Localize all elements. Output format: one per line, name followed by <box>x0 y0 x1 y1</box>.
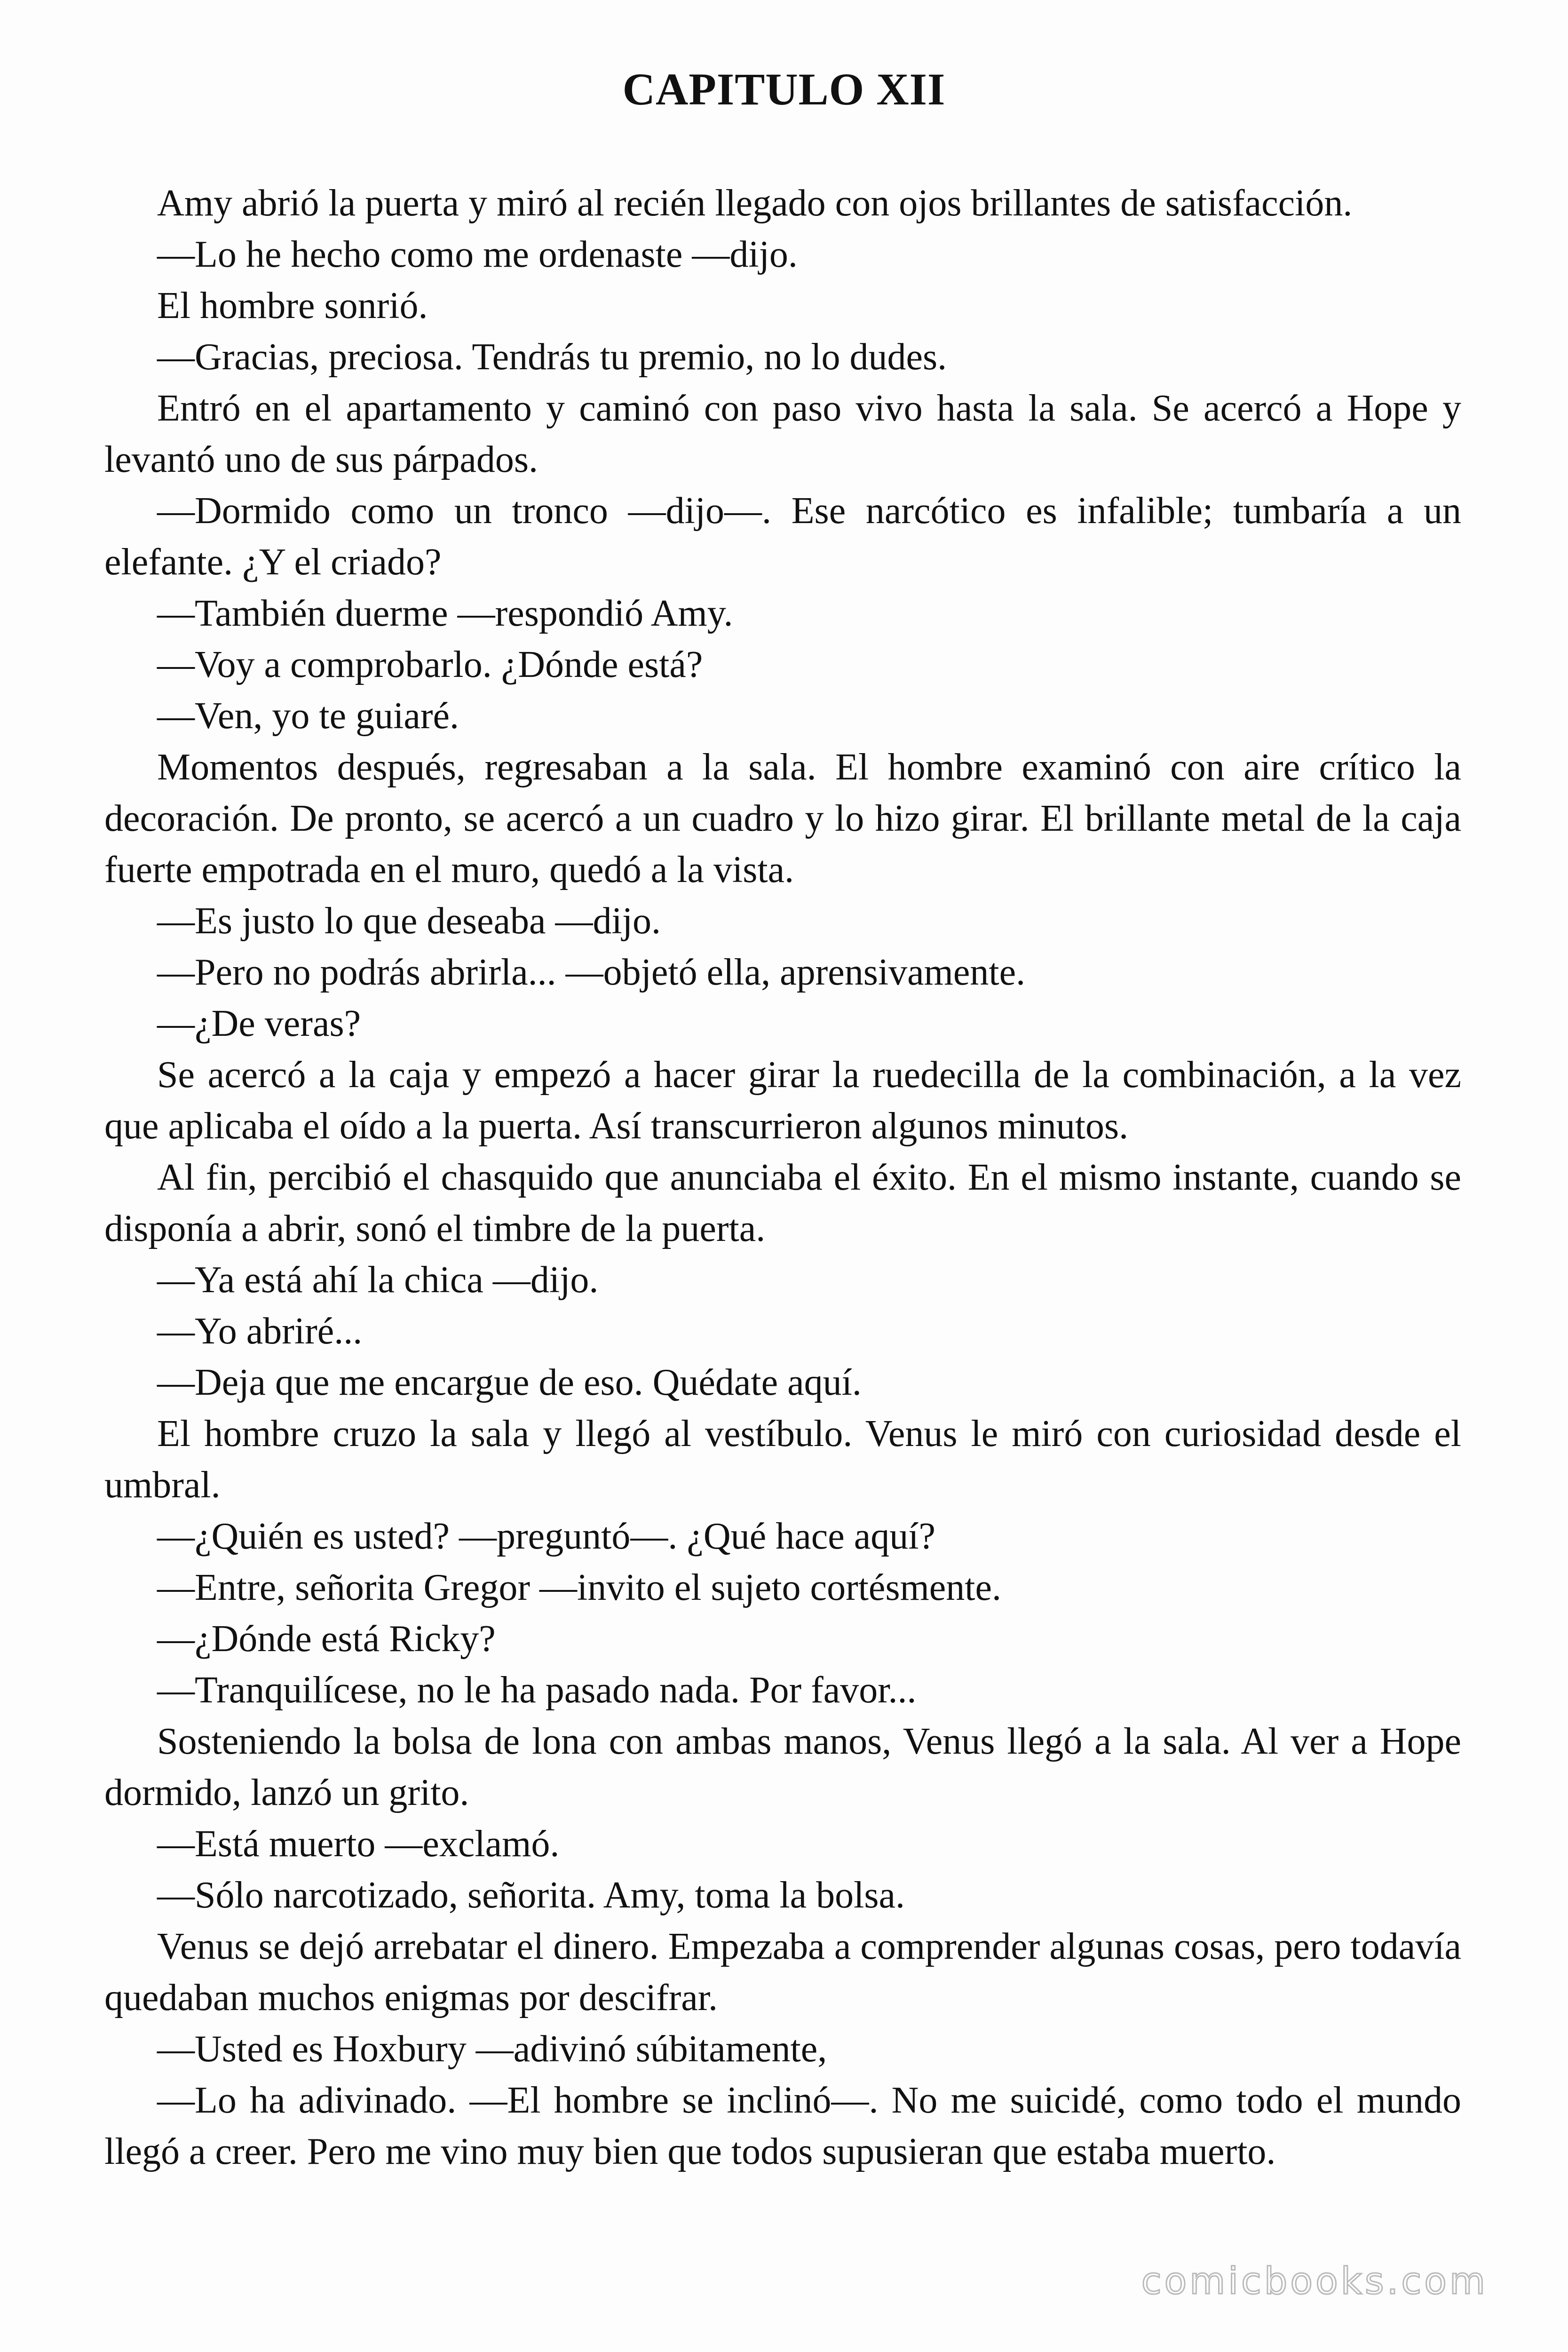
site-watermark: comicbooks.com <box>1141 2260 1488 2303</box>
chapter-title: CAPITULO XII <box>622 64 946 114</box>
paragraph: —Es justo lo que deseaba —dijo. <box>157 900 661 942</box>
paragraph: —Ven, yo te guiaré. <box>157 695 459 737</box>
paragraph: —¿De veras? <box>157 1003 361 1044</box>
paragraph: —También duerme —respondió Amy. <box>157 593 733 634</box>
paragraph: Venus se dejó arrebatar el dinero. Empezaba a comprender algunas cosas, pero todavía quedaban muchos enigmas por descifrar. <box>104 1926 1461 2018</box>
paragraph: —Está muerto —exclamó. <box>157 1823 560 1865</box>
paragraph: —¿Dónde está Ricky? <box>157 1618 496 1660</box>
paragraph: Al fin, percibió el chasquido que anunciaba el éxito. En el mismo instante, cuando se disponía a abrir, sonó el timbre de la puerta. <box>104 1157 1461 1249</box>
paragraph: —Deja que me encargue de eso. Quédate aquí. <box>157 1362 862 1403</box>
paragraph: Sosteniendo la bolsa de lona con ambas manos, Venus llegó a la sala. Al ver a Hope dormido, lanzó un grito. <box>104 1721 1461 1813</box>
paragraph: —Ya está ahí la chica —dijo. <box>157 1259 599 1301</box>
paragraph: —Gracias, preciosa. Tendrás tu premio, no lo dudes. <box>157 336 947 378</box>
paragraph: —Voy a comprobarlo. ¿Dónde está? <box>157 644 703 685</box>
paragraph: El hombre cruzo la sala y llegó al vestíbulo. Venus le miró con curiosidad desde el umbral. <box>104 1413 1461 1506</box>
chapter-body <box>104 178 1461 2177</box>
paragraph: —Yo abriré... <box>157 1311 363 1352</box>
paragraph: —Usted es Hoxbury —adivinó súbitamente, <box>157 2028 827 2070</box>
paragraph: Momentos después, regresaban a la sala. El hombre examinó con aire crítico la decoración. De pronto, se acercó a un cuadro y lo hizo girar. El brillante metal de la caja fuerte empotrada en el muro, quedó a la vista. <box>104 747 1461 890</box>
paragraph: —Sólo narcotizado, señorita. Amy, toma la bolsa. <box>157 1875 905 1916</box>
paragraph: El hombre sonrió. <box>157 285 428 326</box>
paragraph: Entró en el apartamento y caminó con paso vivo hasta la sala. Se acercó a Hope y levantó uno de sus párpados. <box>104 388 1461 480</box>
paragraph: —Tranquilícese, no le ha pasado nada. Por favor... <box>157 1669 917 1711</box>
paragraph: —Pero no podrás abrirla... —objetó ella, aprensivamente. <box>157 952 1026 993</box>
paragraph: Se acercó a la caja y empezó a hacer girar la ruedecilla de la combinación, a la vez que aplicaba el oído a la puerta. Así transcurrieron algunos minutos. <box>104 1054 1461 1147</box>
paragraph: —Lo he hecho como me ordenaste —dijo. <box>157 234 798 275</box>
paragraph: —Dormido como un tronco —dijo—. Ese narcótico es infalible; tumbaría a un elefante. ¿Y el criado? <box>104 490 1461 583</box>
paragraph: Amy abrió la puerta y miró al recién llegado con ojos brillantes de satisfacción. <box>157 183 1353 224</box>
paragraph: —Lo ha adivinado. —El hombre se inclinó—. No me suicidé, como todo el mundo llegó a creer. Pero me vino muy bien que todos supusieran que estaba muerto. <box>104 2080 1461 2172</box>
paragraph: —Entre, señorita Gregor —invito el sujeto cortésmente. <box>157 1567 1002 1608</box>
paragraph: —¿Quién es usted? —preguntó—. ¿Qué hace aquí? <box>157 1516 935 1557</box>
